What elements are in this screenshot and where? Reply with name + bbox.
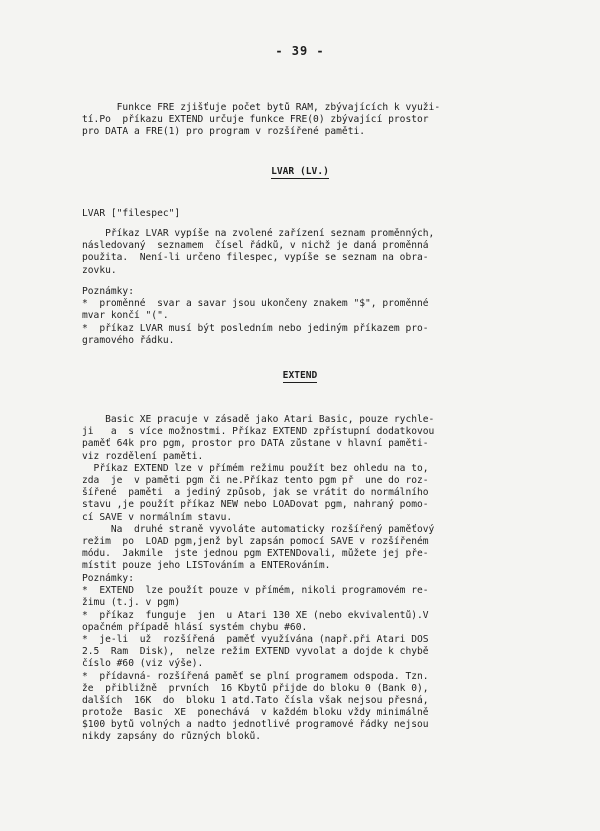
text-line: Příkaz LVAR vypíše na zvolené zařízení seznam proměnných,: [82, 228, 435, 239]
section-heading-extend: [0, 370, 600, 381]
text-line: použita. Není-li určeno filespec, vypíše se seznam na obra-: [82, 252, 429, 264]
text-line: zovku.: [82, 264, 117, 276]
text-line: 2.5 Ram Disk), nelze režim EXTEND vyvolat a dojde k chybě: [82, 646, 429, 658]
text-line: * příkaz LVAR musí být posledním nebo jediným příkazem pro-: [82, 322, 429, 334]
text-line: opačném případě hlásí systém chybu #60.: [82, 621, 308, 633]
text-line: Basic XE pracuje v zásadě jako Atari Basic, pouze rychle-: [82, 414, 435, 425]
text-line: protože Basic XE ponechává v každém bloku vždy minimálně: [82, 707, 429, 719]
text-line: * je-li už rozšířená paměť využívána (např.při Atari DOS: [82, 633, 429, 645]
text-line: Funkce FRE zjišťuje počet bytů RAM, zbývajících k využi-: [82, 102, 441, 113]
text-line: místit pouze jeho LISTováním a ENTERováním.: [82, 560, 331, 572]
text-line: cí SAVE v normálním stavu.: [82, 511, 233, 523]
text-line: módu. Jakmile jste jednou pgm EXTENDovali, můžete jej pře-: [82, 548, 429, 560]
paragraph-extend: [82, 414, 530, 572]
text-line: pro DATA a FRE(1) pro program v rozšířené paměti.: [82, 126, 366, 138]
text-line: * EXTEND lze použít pouze v přímém, nikoli programovém re-: [82, 585, 429, 597]
text-line: * přídavná- rozšířená paměť se plní programem odspoda. Tzn.: [82, 670, 429, 682]
text-line: ji a s více možnostmi. Příkaz EXTEND zpřístupní dodatkovou: [82, 426, 435, 438]
text-line: nikdy zapsány do různých bloků.: [82, 731, 262, 743]
text-line: Na druhé straně vyvoláte automaticky rozšířený paměťový: [82, 523, 435, 535]
page-number: - 39 -: [275, 44, 325, 58]
text-line: viz rozdělení paměti.: [82, 450, 204, 462]
text-line: $100 bytů volných a nadto jednotlivé programové řádky nejsou: [82, 719, 429, 731]
section-heading-lvar: [0, 166, 600, 177]
text-line: že přibližně prvních 16 Kbytů přijde do bloku 0 (Bank 0),: [82, 682, 429, 694]
text-line: Poznámky:: [82, 573, 134, 584]
text-line: gramového řádku.: [82, 334, 175, 346]
text-line: šířené paměti a jediný způsob, jak se vrátit do normálního: [82, 487, 429, 499]
text-line: paměť 64k pro pgm, prostor pro DATA zůstane v hlavní paměti-: [82, 438, 429, 450]
notes-lvar: [82, 286, 530, 347]
text-line: žimu (t.j. v pgm): [82, 597, 181, 609]
paragraph-lvar: [82, 228, 530, 277]
paragraph-fre: [82, 102, 530, 139]
heading-label: EXTEND: [282, 370, 318, 381]
text-line: dalších 16K do bloku 1 atd.Tato čísla však nejsou přesná,: [82, 694, 429, 706]
heading-label: LVAR (LV.): [271, 166, 329, 177]
text-line: Příkaz EXTEND lze v přímém režimu použít bez ohledu na to,: [82, 462, 429, 474]
text-line: následovaný seznamem čísel řádků, v nichž je daná proměnná: [82, 240, 429, 252]
text-line: číslo #60 (viz výše).: [82, 658, 204, 670]
lvar-syntax: LVAR ["filespec"]: [82, 208, 181, 219]
notes-extend: [82, 573, 530, 744]
text-line: režim po LOAD pgm,jenž byl zapsán pomocí SAVE v rozšířeném: [82, 535, 429, 547]
text-line: * proměnné svar a savar jsou ukončeny znakem "$", proměnné: [82, 298, 429, 310]
text-line: mvar končí "(".: [82, 310, 169, 322]
text-line: zda je v paměti pgm či ne.Příkaz tento pgm př une do roz-: [82, 474, 429, 486]
text-line: Poznámky:: [82, 286, 134, 297]
text-line: * příkaz funguje jen u Atari 130 XE (nebo ekvivalentů).V: [82, 609, 429, 621]
text-line: stavu ,je použít příkaz NEW nebo LOADovat pgm, nahraný pomo-: [82, 499, 429, 511]
text-line: tí.Po příkazu EXTEND určuje funkce FRE(0) zbývající prostor: [82, 114, 429, 126]
